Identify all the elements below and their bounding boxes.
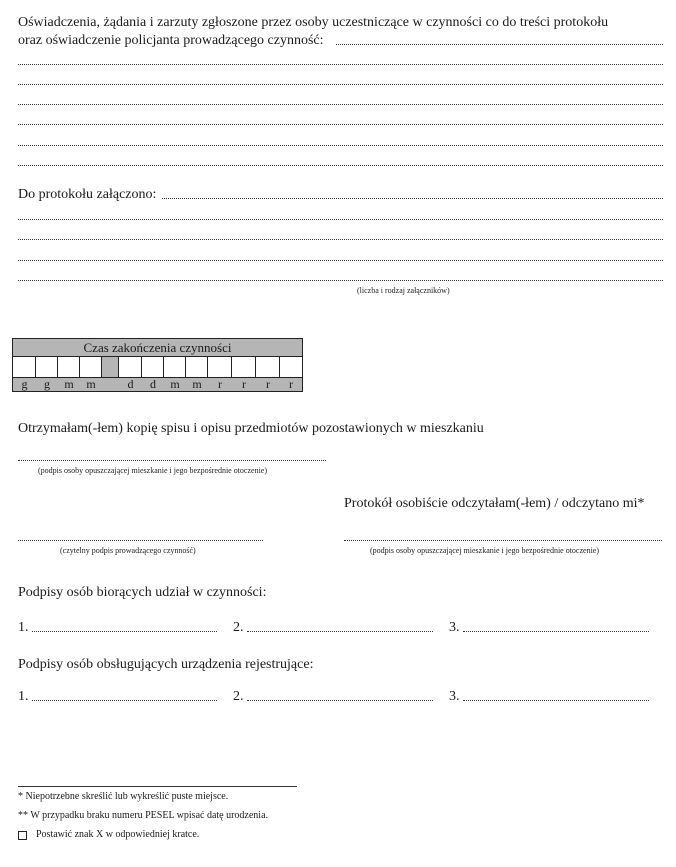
end-time-label: m xyxy=(192,377,202,391)
checkbox-icon xyxy=(18,831,27,840)
footnote-3: Postawić znak X w odpowiedniej kratce. xyxy=(36,829,200,840)
end-time-label xyxy=(102,378,119,391)
end-time-label: r xyxy=(242,377,246,391)
hour-cell-1[interactable] xyxy=(13,357,36,377)
attachments-dotted-line[interactable] xyxy=(18,280,663,281)
year-cell-3[interactable] xyxy=(256,357,280,377)
recorder-signature-line-2[interactable] xyxy=(247,700,433,701)
statements-fill-line[interactable] xyxy=(336,44,663,45)
day-cell-1[interactable] xyxy=(119,357,142,377)
footnote-2: ** W przypadku braku numeru PESEL wpisać datę urodzenia. xyxy=(18,810,269,821)
officer-signature-caption: (czytelny podpis prowadzącego czynność) xyxy=(60,546,196,555)
recorder-signature-line-3[interactable] xyxy=(463,700,649,701)
participant-number-3: 3. xyxy=(449,620,460,635)
minute-cell-1[interactable] xyxy=(58,357,80,377)
participant-number-2: 2. xyxy=(233,620,244,635)
end-time-label: r xyxy=(218,377,222,391)
end-time-header: Czas zakończenia czynności xyxy=(13,339,302,357)
attachments-dotted-line[interactable] xyxy=(18,219,663,220)
time-date-separator xyxy=(102,357,119,377)
recorder-number-1: 1. xyxy=(18,689,29,704)
month-cell-1[interactable] xyxy=(164,357,186,377)
end-time-label: d xyxy=(127,377,134,391)
day-cell-2[interactable] xyxy=(142,357,164,377)
year-cell-4[interactable] xyxy=(280,357,302,377)
participants-label: Podpisy osób biorących udział w czynności: xyxy=(18,585,267,600)
statements-dotted-line[interactable] xyxy=(18,64,663,65)
end-time-label: g xyxy=(44,377,50,391)
statements-dotted-line[interactable] xyxy=(18,145,663,146)
end-time-label: g xyxy=(21,377,28,391)
statements-dotted-line[interactable] xyxy=(18,104,663,105)
month-cell-2[interactable] xyxy=(186,357,208,377)
statements-line-1: Oświadczenia, żądania i zarzuty zgłoszone przez osoby uczestniczące w czynności co do treści protokołu xyxy=(18,15,609,30)
end-time-cells xyxy=(13,357,302,377)
participant-signature-line-1[interactable] xyxy=(32,631,217,632)
statements-dotted-line[interactable] xyxy=(18,165,663,166)
statements-dotted-line[interactable] xyxy=(18,84,663,85)
recorder-number-2: 2. xyxy=(233,689,244,704)
end-time-table xyxy=(12,338,303,392)
end-time-label: m xyxy=(86,377,96,391)
end-time-labels xyxy=(13,377,302,391)
read-protocol-text: Protokół osobiście odczytałam(-łem) / odczytano mi* xyxy=(344,496,645,511)
attachments-dotted-line[interactable] xyxy=(18,239,663,240)
end-time-label: r xyxy=(266,377,270,391)
attachments-fill-line[interactable] xyxy=(162,198,663,199)
participant-signature-line-2[interactable] xyxy=(247,631,433,632)
participant-number-1: 1. xyxy=(18,620,29,635)
minute-cell-2[interactable] xyxy=(80,357,102,377)
end-time-label: r xyxy=(289,377,293,391)
participant-signature-line-3[interactable] xyxy=(463,631,649,632)
attachments-dotted-line[interactable] xyxy=(18,260,663,261)
receipt-text: Otrzymałam(-łem) kopię spisu i opisu przedmiotów pozostawionych w mieszkaniu xyxy=(18,421,484,436)
officer-signature-line[interactable] xyxy=(18,540,263,541)
attachments-caption: (liczba i rodzaj załączników) xyxy=(357,286,450,295)
statements-line-2: oraz oświadczenie policjanta prowadzącego czynność: xyxy=(18,33,324,48)
footnote-divider xyxy=(18,786,297,787)
end-time-label: d xyxy=(150,377,156,391)
recorder-signature-line-1[interactable] xyxy=(32,700,217,701)
occupant-signature-caption: (podpis osoby opuszczającej mieszkanie i jego bezpośrednie otoczenie) xyxy=(370,546,600,555)
receipt-caption: (podpis osoby opuszczającej mieszkanie i jego bezpośrednie otoczenie) xyxy=(38,466,268,475)
year-cell-1[interactable] xyxy=(208,357,232,377)
receipt-signature-line[interactable] xyxy=(18,460,326,461)
statements-dotted-line[interactable] xyxy=(18,124,663,125)
footnote-1: * Niepotrzebne skreślić lub wykreślić puste miejsce. xyxy=(18,791,229,802)
recorders-label: Podpisy osób obsługujących urządzenia rejestrujące: xyxy=(18,657,314,672)
recorder-number-3: 3. xyxy=(449,689,460,704)
year-cell-2[interactable] xyxy=(232,357,256,377)
attachments-label: Do protokołu załączono: xyxy=(18,187,157,202)
hour-cell-2[interactable] xyxy=(36,357,58,377)
end-time-label: m xyxy=(170,377,180,391)
occupant-signature-line[interactable] xyxy=(344,540,662,541)
end-time-label: m xyxy=(64,377,74,391)
